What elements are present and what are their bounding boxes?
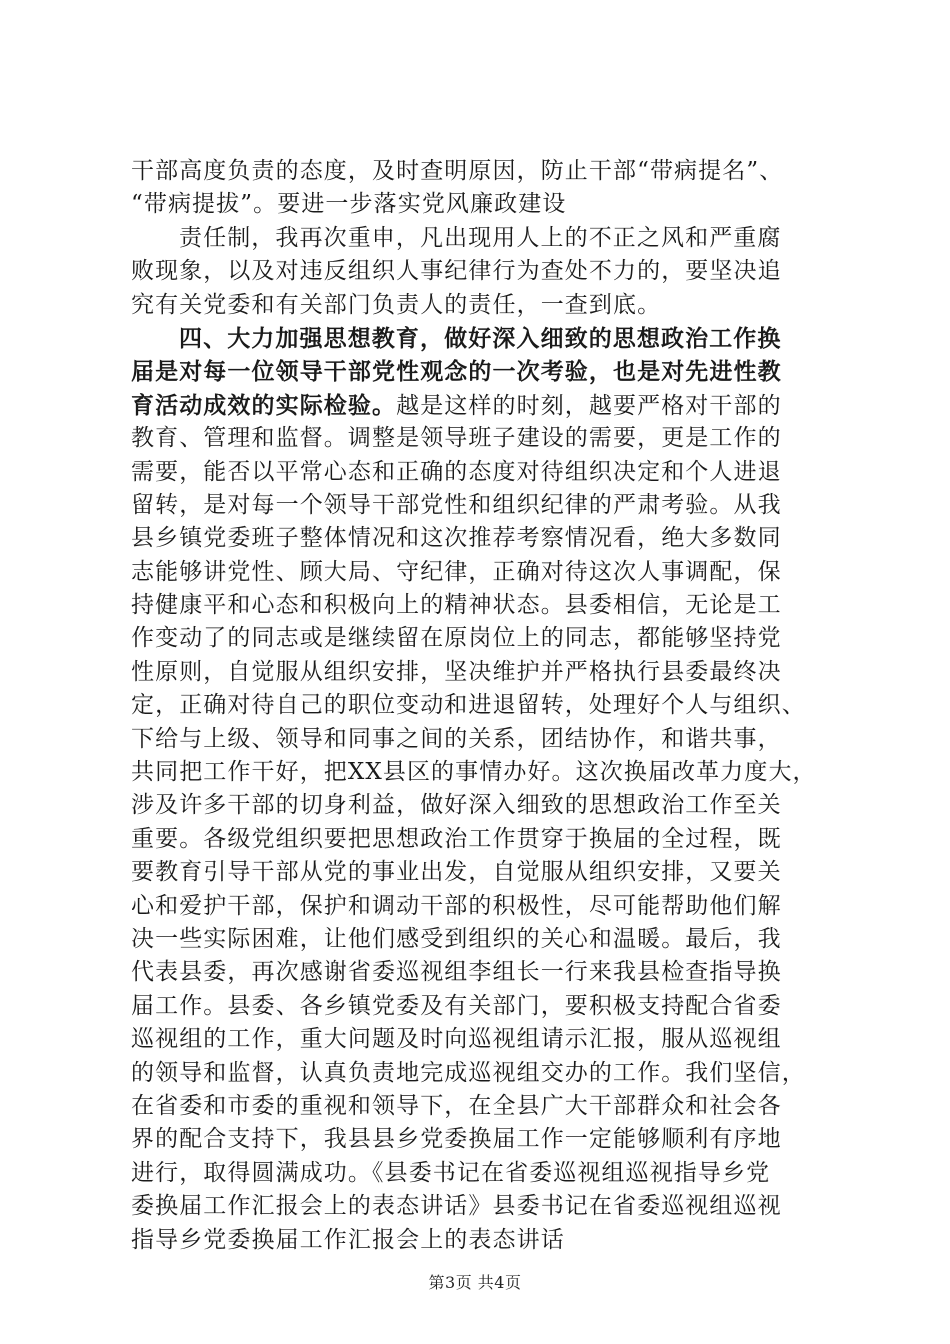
document-body <box>131 155 831 1257</box>
text-line: 代表县委，再次感谢省委巡视组李组长一行来我县检查指导换 <box>131 959 782 986</box>
text-line: 干部高度负责的态度，及时查明原因，防止干部“带病提名”、 <box>131 158 784 184</box>
text-line: 共同把工作干好，把XX县区的事情办好。这次换届改革力度大， <box>131 759 817 786</box>
text-fragment: 越是这样的时刻，越要严格对干部的 <box>396 392 782 419</box>
text-line: 定，正确对待自己的职位变动和进退留转，处理好个人与组织、 <box>131 692 806 719</box>
section-heading-line: 届是对每一位领导干部党性观念的一次考验，也是对先进性教 <box>131 358 782 386</box>
text-line: 的领导和监督，认真负责地完成巡视组交办的工作。我们坚信， <box>131 1059 806 1086</box>
text-line: 作变动了的同志或是继续留在原岗位上的同志，都能够坚持党 <box>131 625 782 652</box>
text-line: 心和爱护干部，保护和调动干部的积极性，尽可能帮助他们解 <box>131 892 782 919</box>
paragraph-2 <box>131 222 831 322</box>
text-line: 在省委和市委的重视和领导下，在全县广大干部群众和社会各 <box>131 1092 782 1119</box>
text-line: 下给与上级、领导和同事之间的关系，团结协作，和谐共事， <box>131 725 782 752</box>
text-line: 究有关党委和有关部门负责人的责任，一查到底。 <box>131 291 662 318</box>
text-line: 责任制，我再次重申，凡出现用人上的不正之风和严重腐 <box>179 224 782 251</box>
text-line: “带病提拔”。要进一步落实党风廉政建设 <box>131 191 567 218</box>
text-line: 留转，是对每一个领导干部党性和组织纪律的严肃考验。从我 <box>131 491 782 518</box>
paragraph-3 <box>131 322 831 1257</box>
text-line: 巡视组的工作，重大问题及时向巡视组请示汇报，服从巡视组 <box>131 1026 782 1053</box>
text-line: 教育、管理和监督。调整是领导班子建设的需要，更是工作的 <box>131 425 782 452</box>
text-line: 败现象，以及对违反组织人事纪律行为查处不力的，要坚决追 <box>131 258 782 285</box>
text-line: 指导乡党委换届工作汇报会上的表态讲话 <box>131 1226 565 1253</box>
text-line: 委换届工作汇报会上的表态讲话》县委书记在省委巡视组巡视 <box>131 1193 782 1220</box>
text-line: 性原则，自觉服从组织安排，坚决维护并严格执行县委最终决 <box>131 658 782 685</box>
text-line: 志能够讲党性、顾大局、守纪律，正确对待这次人事调配，保 <box>131 558 782 585</box>
paragraph-3-lines <box>131 422 831 1257</box>
section-heading-end: 育活动成效的实际检验。 <box>131 391 397 419</box>
text-line: 需要，能否以平常心态和正确的态度对待组织决定和个人进退 <box>131 458 782 485</box>
section-heading-line: 四、大力加强思想教育，做好深入细致的思想政治工作换 <box>179 324 782 352</box>
text-line: 要教育引导干部从党的事业出发，自觉服从组织安排，又要关 <box>131 859 782 886</box>
text-line: 持健康平和心态和积极向上的精神状态。县委相信，无论是工 <box>131 592 782 619</box>
text-line: 界的配合支持下，我县县乡党委换届工作一定能够顺利有序地 <box>131 1126 782 1153</box>
text-line: 涉及许多干部的切身利益，做好深入细致的思想政治工作至关 <box>131 792 782 819</box>
mixed-line <box>131 389 831 422</box>
page-number: 第3页 共4页 <box>428 1273 522 1292</box>
text-line: 决一些实际困难，让他们感受到组织的关心和温暖。最后，我 <box>131 925 782 952</box>
paragraph-1 <box>131 155 831 222</box>
text-line: 县乡镇党委班子整体情况和这次推荐考察情况看，绝大多数同 <box>131 525 782 552</box>
text-line: 届工作。县委、各乡镇党委及有关部门，要积极支持配合省委 <box>131 992 782 1019</box>
text-line: 进行，取得圆满成功。《县委书记在省委巡视组巡视指导乡党 <box>131 1159 771 1186</box>
text-line: 重要。各级党组织要把思想政治工作贯穿于换届的全过程，既 <box>131 825 782 852</box>
